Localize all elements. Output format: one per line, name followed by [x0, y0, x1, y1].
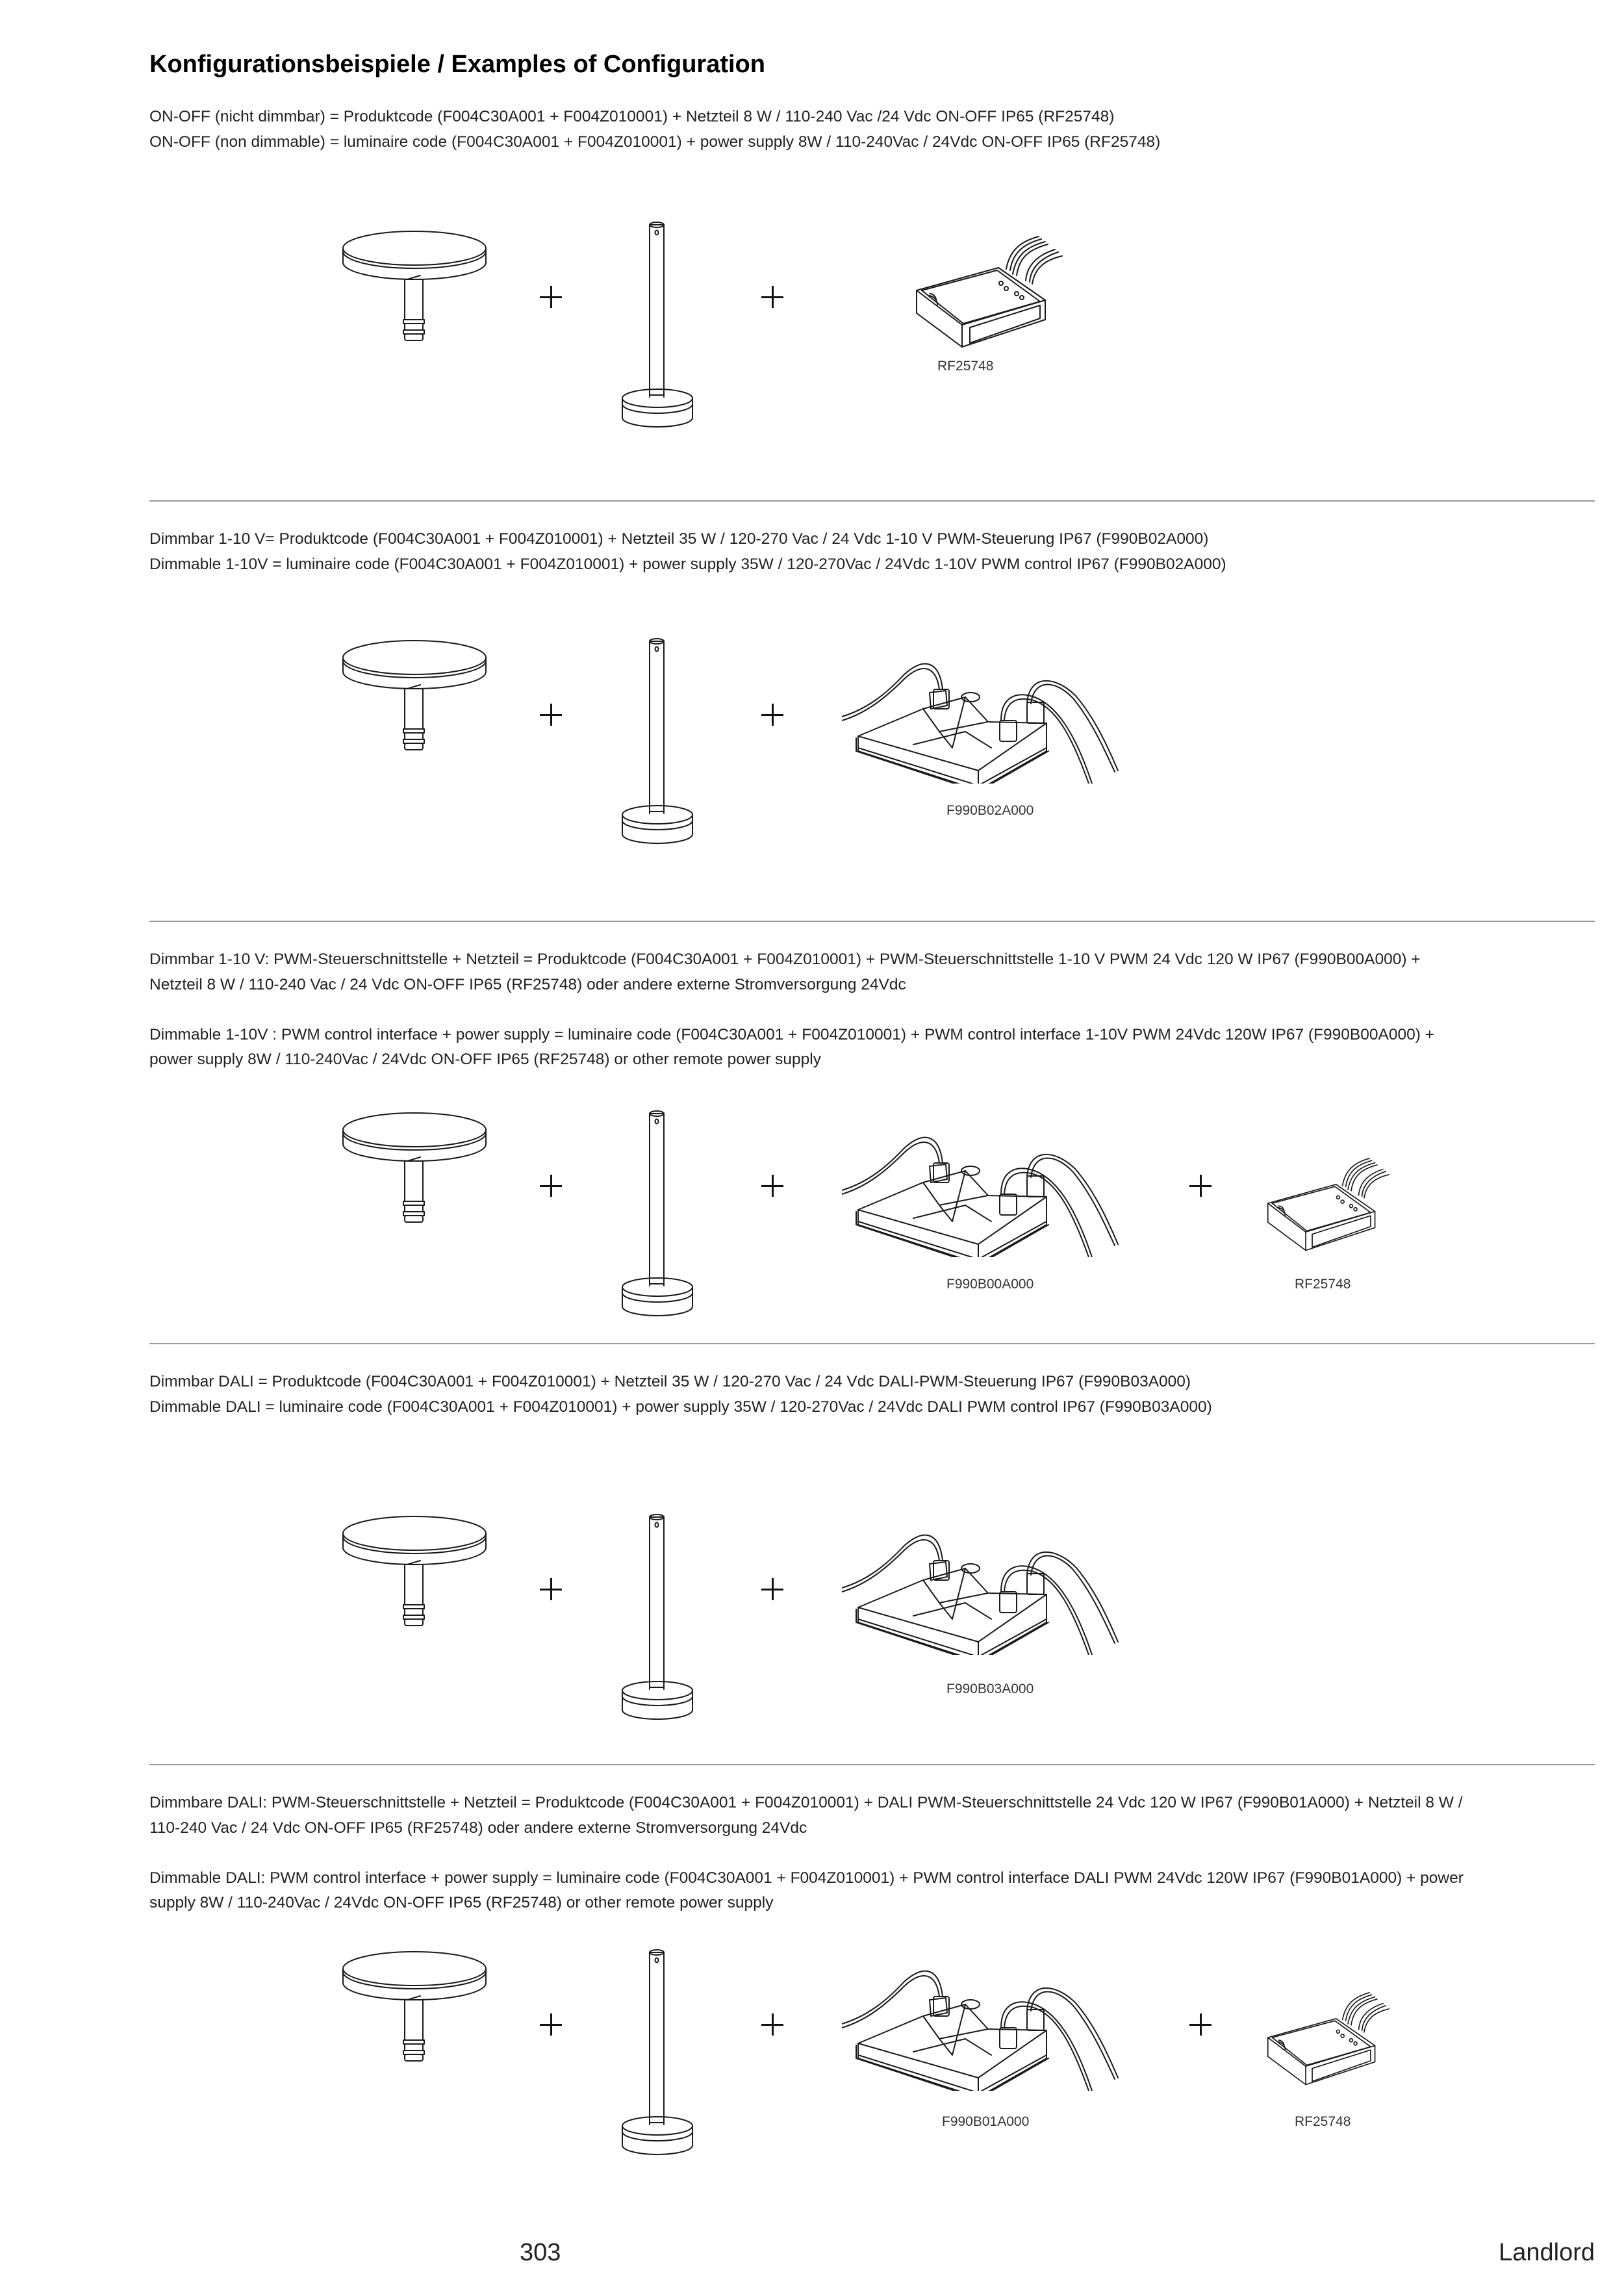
plus-icon — [540, 286, 562, 308]
part-label: RF25748 — [1295, 1277, 1351, 1292]
section-divider — [149, 921, 1595, 922]
text-line-en: ON-OFF (non dimmable) = luminaire code (F004C30A001 + F004Z010001) + power supply 8W / 110-240Vac / 24Vdc ON-OFF IP65 (RF25748) — [149, 133, 1161, 151]
part-label: F990B00A000 — [946, 1277, 1034, 1292]
plus-icon — [540, 1175, 562, 1197]
plus-icon — [1189, 2013, 1212, 2036]
config-description-on-off — [149, 105, 1160, 180]
part-label: F990B03A000 — [946, 1681, 1034, 1696]
section-divider — [149, 1764, 1595, 1765]
text-line-de: ON-OFF (nicht dimmbar) = Produktcode (F004C30A001 + F004Z010001) + Netzteil 8 W / 110-240 Vac /24 Vdc ON-OFF IP65 (RF25748) — [149, 108, 1115, 125]
pwm-controller-drawing — [842, 1528, 1121, 1655]
plus-icon — [761, 286, 783, 308]
part-label: RF25748 — [937, 359, 994, 374]
text-line-de: Dimmbar 1-10 V= Produktcode (F004C30A001 + F004Z010001) + Netzteil 35 W / 120-270 Vac / 24 Vdc 1-10 V PWM-Steuerung IP67 (F990B02A000) — [149, 530, 1209, 548]
text-line-en: power supply 8W / 110-240Vac / 24Vdc ON-OFF IP65 (RF25748) or other remote power supply — [149, 1051, 822, 1068]
luminaire-head-drawing — [340, 1949, 489, 2063]
power-supply-drawing — [1267, 1152, 1397, 1252]
plus-icon — [540, 1578, 562, 1600]
plus-icon — [761, 2013, 783, 2036]
text-line-de: Dimmbare DALI: PWM-Steuerschnittstelle + Netzteil = Produktcode (F004C30A001 + F004Z010001) + DALI PWM-Steuerschnittstelle 24 Vdc 120 W IP67 (F990B01A000) + Netzteil 8 W / — [149, 1794, 1463, 1811]
section-divider — [149, 500, 1595, 502]
plus-icon — [761, 1578, 783, 1600]
text-line-de: Dimmbar DALI = Produktcode (F004C30A001 + F004Z010001) + Netzteil 35 W / 120-270 Vac / 24 Vdc DALI-PWM-Steuerung IP67 (F990B03A000) — [149, 1373, 1191, 1390]
config-description-dali-interface — [149, 1791, 1464, 1941]
config-description-dali — [149, 1370, 1212, 1445]
post-drawing — [620, 1110, 695, 1320]
text-line-de: Netzteil 8 W / 110-240 Vac / 24 Vdc ON-OFF IP65 (RF25748) oder andere externe Stromversorgung 24Vdc — [149, 975, 906, 993]
luminaire-head-drawing — [340, 638, 489, 752]
power-supply-drawing — [1267, 1986, 1397, 2086]
plus-icon — [1189, 1175, 1212, 1197]
luminaire-head-drawing — [340, 1514, 489, 1628]
page-title: Konfigurationsbeispiele / Examples of Configuration — [149, 51, 765, 78]
post-drawing — [620, 1949, 695, 2158]
plus-icon — [761, 1175, 783, 1197]
text-line-de: 110-240 Vac / 24 Vdc ON-OFF IP65 (RF25748) oder andere externe Stromversorgung 24Vdc — [149, 1819, 807, 1837]
post-drawing — [620, 1514, 695, 1723]
text-line-en: Dimmable DALI: PWM control interface + power supply = luminaire code (F004C30A001 + F004Z010001) + PWM control interface DALI PWM 24Vdc 120W IP67 (F990B01A000) + power — [149, 1869, 1464, 1887]
plus-icon — [761, 704, 783, 726]
text-line-en: Dimmable 1-10V = luminaire code (F004C30A001 + F004Z010001) + power supply 35W / 120-270Vac / 24Vdc 1-10V PWM control IP67 (F990B02A000) — [149, 555, 1226, 573]
post-drawing — [620, 222, 695, 431]
config-description-dim-1-10v-interface — [149, 947, 1434, 1097]
post-drawing — [620, 638, 695, 847]
section-divider — [149, 1343, 1595, 1344]
text-line-en: supply 8W / 110-240Vac / 24Vdc ON-OFF IP65 (RF25748) or other remote power supply — [149, 1894, 774, 1911]
plus-icon — [540, 704, 562, 726]
config-description-dim-1-10v — [149, 527, 1226, 602]
part-label: F990B01A000 — [942, 2114, 1030, 2129]
part-label: RF25748 — [1295, 2114, 1351, 2129]
product-name: Landlord — [1499, 2239, 1595, 2266]
luminaire-head-drawing — [340, 1110, 489, 1224]
text-line-de: Dimmbar 1-10 V: PWM-Steuerschnittstelle + Netzteil = Produktcode (F004C30A001 + F004Z010001) + PWM-Steuerschnittstelle 1-10 V PWM 24 Vdc 120 W IP67 (F990B00A000) + — [149, 951, 1421, 968]
luminaire-head-drawing — [340, 229, 489, 342]
pwm-controller-drawing — [842, 1131, 1121, 1257]
text-line-en: Dimmable DALI = luminaire code (F004C30A001 + F004Z010001) + power supply 35W / 120-270Vac / 24Vdc DALI PWM control IP67 (F990B03A000) — [149, 1398, 1212, 1416]
power-supply-drawing — [915, 229, 1071, 349]
part-label: F990B02A000 — [946, 803, 1034, 818]
pwm-controller-drawing — [842, 657, 1121, 784]
text-line-en: Dimmable 1-10V : PWM control interface + power supply = luminaire code (F004C30A001 + F004Z010001) + PWM control interface 1-10V PWM 24Vdc 120W IP67 (F990B00A000) + — [149, 1025, 1434, 1043]
page-number: 303 — [520, 2239, 561, 2266]
plus-icon — [540, 2013, 562, 2036]
pwm-controller-drawing — [842, 1964, 1121, 2091]
